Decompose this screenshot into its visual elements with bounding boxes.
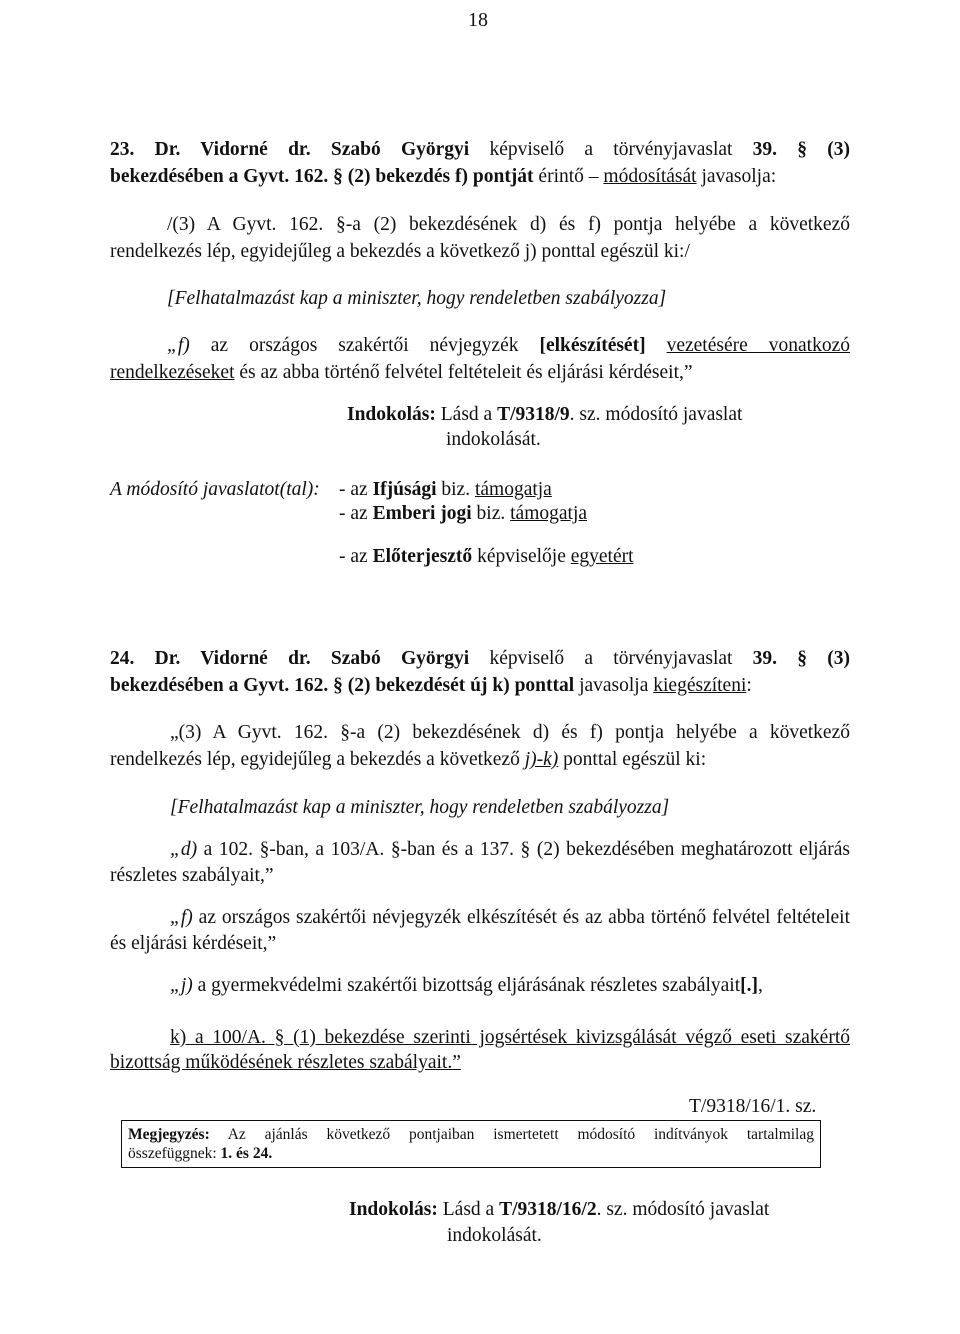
note-box — [121, 1120, 821, 1168]
item24-bracket-text: [Felhatalmazást kap a miniszter, hogy rendeletben szabályozza] — [170, 797, 670, 818]
note-label: Megjegyzés: — [128, 1126, 210, 1143]
item24-d-line1: „d) a 102. §-ban, a 103/A. §-ban és a 137. § (2) bekezdésében meghatározott eljárás — [170, 839, 850, 860]
item23-body-line1: /(3) A Gyvt. 162. §-a (2) bekezdésének d) és f) pontja helyébe a következő — [167, 214, 850, 235]
heading-text: képviselő a törvényjavaslat — [489, 648, 753, 669]
item24-d-line2: részletes szabályait,” — [110, 865, 274, 886]
item23-indokolas: Indokolás: Lásd a T/9318/9. sz. módosító javaslat — [347, 404, 743, 425]
bill-reference: 39. § (3) — [752, 139, 851, 160]
committee-support-item: - az Előterjesztő képviselője egyetért — [339, 546, 634, 567]
deleted-text: [elkészítését] — [539, 335, 646, 356]
item23-heading-line1 — [110, 138, 850, 161]
paragraph-reference: bekezdésében a Gyvt. 162. § (2) bekezdés f) pontját — [110, 166, 534, 187]
item24-heading-line1 — [110, 647, 850, 670]
item23-f-line2: rendelkezéseket és az abba történő felvétel feltételeit és eljárási kérdéseit,” — [110, 362, 693, 383]
indokolas-label: Indokolás: — [349, 1199, 438, 1220]
committee-name: Emberi jogi — [372, 503, 472, 524]
item23-heading-line2: bekezdésében a Gyvt. 162. § (2) bekezdés f) pontját érintő – módosítását javasolja: — [110, 166, 777, 187]
item24-f-line2: és eljárási kérdéseit,” — [110, 933, 277, 954]
note-line1: Megjegyzés: Az ajánlás következő pontjaiban ismertetett módosító indítványok tartalmilag — [128, 1126, 814, 1143]
item-number: 24. — [110, 648, 135, 669]
inserted-text: , — [758, 975, 763, 996]
support-label: A módosító javaslatot(tal): — [110, 479, 320, 500]
related-items: 1. és 24. — [220, 1145, 273, 1163]
item24-f-line1: „f) az országos szakértői névjegyzék elkészítését és az abba történő felvétel feltételeit — [170, 907, 850, 928]
item23-indokolas-line2: indokolását. — [446, 429, 541, 450]
item-number: 23. — [110, 139, 135, 160]
inserted-text: rendelkezéseket — [110, 362, 235, 383]
mp-name: Dr. Vidorné dr. Szabó Györgyi — [154, 139, 470, 160]
indokolas-label: Indokolás: — [347, 404, 436, 425]
proposal-action: módosítását — [603, 166, 697, 187]
proposal-action: kiegészíteni — [653, 675, 747, 696]
item24-heading-line2: bekezdésében a Gyvt. 162. § (2) bekezdését új k) ponttal javasolja kiegészíteni: — [110, 675, 752, 696]
reference-number: T/9318/16/2 — [499, 1199, 597, 1220]
item23-f-line1: „f) az országos szakértői névjegyzék [elkészítését] vezetésére vonatkozó — [167, 335, 850, 356]
bill-reference: 39. § (3) — [752, 648, 851, 669]
page-number: 18 — [468, 9, 488, 31]
item24-body-line2: rendelkezés lép, egyidejűleg a bekezdés a következő j)-k) ponttal egészül ki: — [110, 749, 707, 770]
committee-verdict: egyetért — [570, 546, 634, 567]
item23-bracket-text: [Felhatalmazást kap a miniszter, hogy rendeletben szabályozza] — [167, 288, 667, 309]
committee-verdict: támogatja — [474, 479, 552, 500]
paragraph-reference: bekezdésében a Gyvt. 162. § (2) bekezdését új k) ponttal — [110, 675, 575, 696]
heading-text: képviselő a törvényjavaslat — [489, 139, 753, 160]
mp-name: Dr. Vidorné dr. Szabó Györgyi — [154, 648, 470, 669]
inserted-text: vezetésére vonatkozó — [666, 335, 850, 356]
committee-support-item: - az Ifjúsági biz. támogatja — [339, 479, 552, 500]
final-indokolas: Indokolás: Lásd a T/9318/16/2. sz. módosító javaslat — [349, 1199, 770, 1220]
deleted-text: [.] — [740, 975, 759, 996]
item24-body-line1: „(3) A Gyvt. 162. §-a (2) bekezdésének d) és f) pontja helyébe a következő — [170, 722, 850, 743]
committee-name: Ifjúsági — [372, 479, 437, 500]
inserted-text: j)-k) — [524, 749, 559, 770]
item23-body-line2: rendelkezés lép, egyidejűleg a bekezdés a következő j) ponttal egészül ki:/ — [110, 241, 690, 262]
committee-name: Előterjesztő — [372, 546, 473, 567]
note-line2: összefüggnek: 1. és 24. — [128, 1145, 273, 1163]
final-indokolas-line2: indokolását. — [447, 1225, 542, 1246]
committee-support-item: - az Emberi jogi biz. támogatja — [339, 503, 588, 524]
reference-number: T/9318/9 — [497, 404, 570, 425]
committee-verdict: támogatja — [510, 503, 588, 524]
item24-k-line2: bizottság működésének részletes szabályait.” — [110, 1052, 461, 1073]
document-reference: T/9318/16/1. sz. — [689, 1096, 817, 1117]
item24-j-line: „j) a gyermekvédelmi szakértői bizottság eljárásának részletes szabályait[.], — [170, 975, 763, 996]
item24-k-line1: k) a 100/A. § (1) bekezdése szerinti jogsértések kivizsgálását végző eseti szakértő — [170, 1027, 850, 1048]
